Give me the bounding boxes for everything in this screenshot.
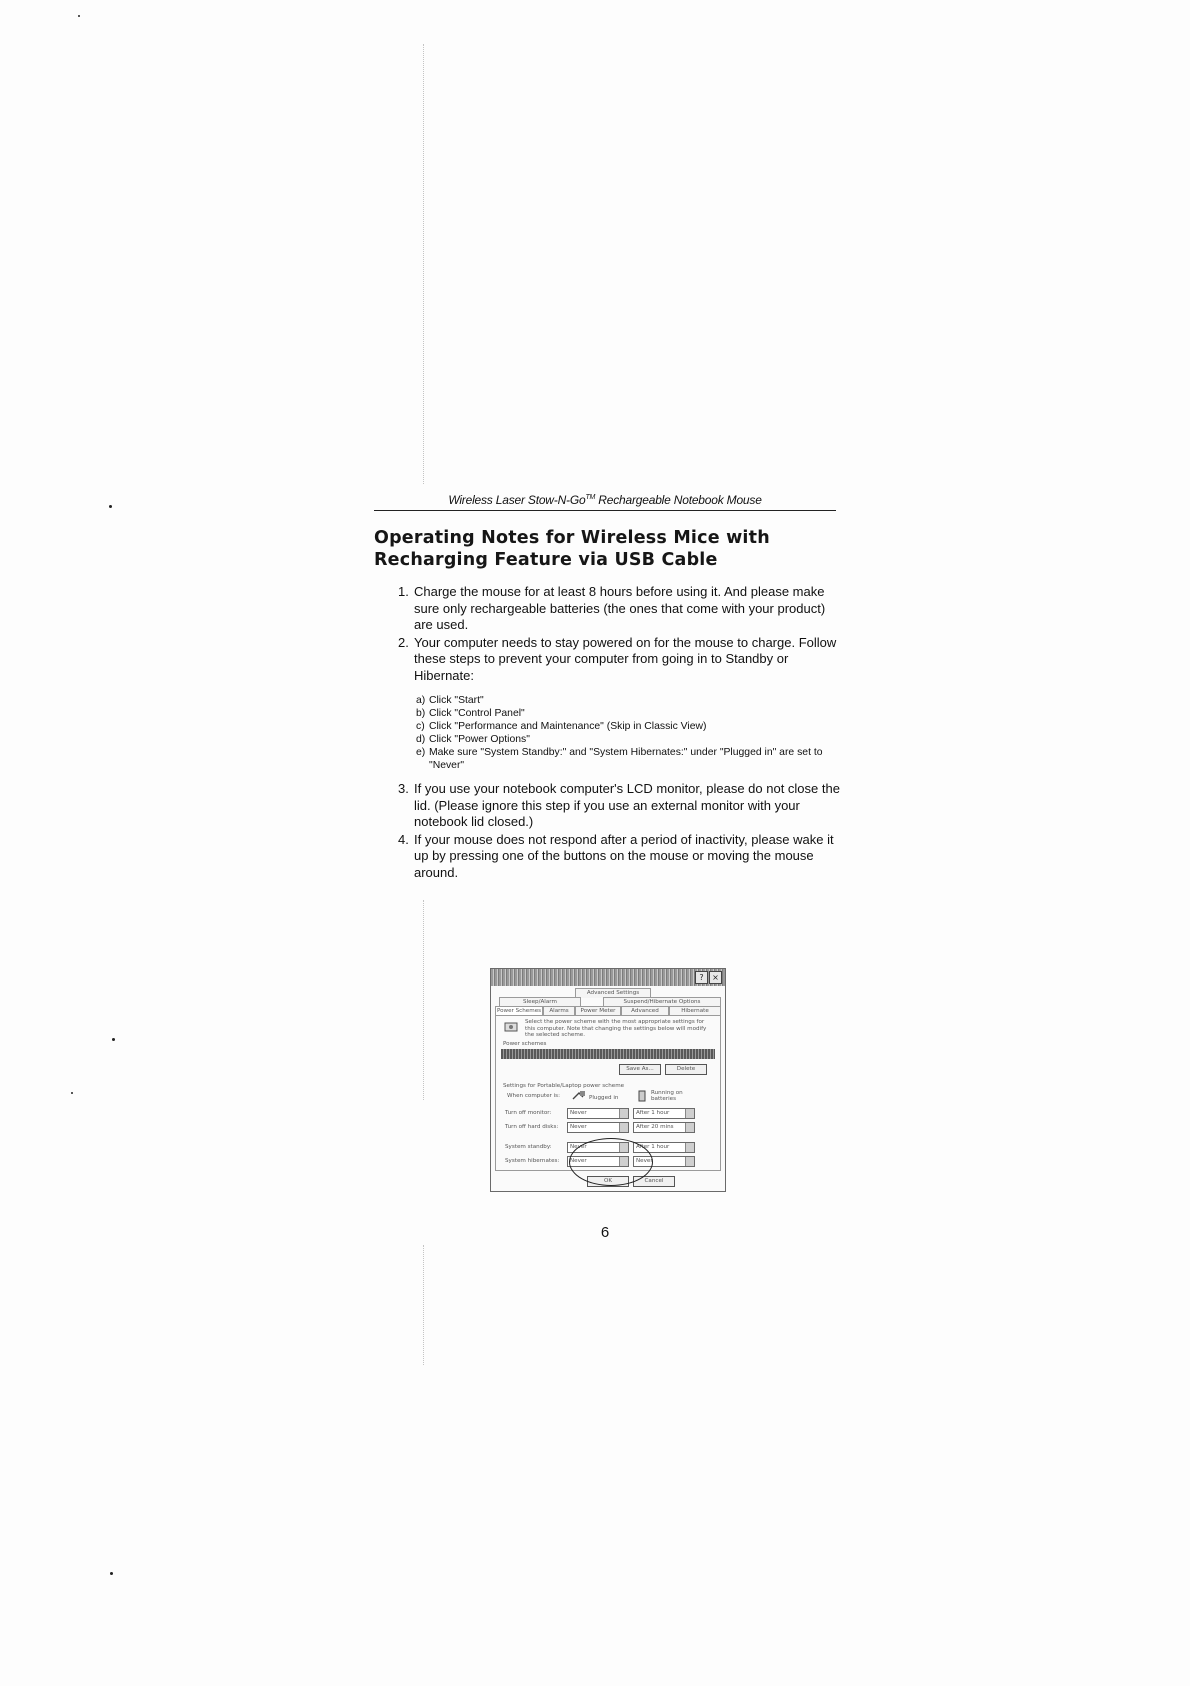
section-title: Operating Notes for Wireless Mice with Recharging Feature via USB Cable [374, 528, 770, 570]
select-value: After 1 hour [636, 1144, 670, 1150]
scan-fold-line [423, 44, 424, 484]
settings-caption: Settings for Portable/Laptop power scheme [503, 1083, 625, 1089]
help-button-icon: ? [695, 971, 708, 984]
tab-label: Power Schemes [496, 1008, 542, 1014]
note-number: 3. [398, 781, 409, 796]
step-item [416, 694, 846, 707]
turn-off-hard-disks-plugged-select [567, 1122, 629, 1133]
step-text: Click "Control Panel" [429, 708, 525, 719]
scan-speck [109, 505, 112, 508]
step-item [416, 720, 846, 733]
notes-list [398, 584, 846, 882]
when-computer-is-label: When computer is: [507, 1093, 560, 1099]
note-text: If your mouse does not respond after a period of inactivity, please wake it up by pressing one of the buttons on the mouse or moving the mouse around. [414, 831, 834, 880]
step-letter: d) [416, 734, 426, 745]
turn-off-monitor-label: Turn off monitor: [505, 1110, 552, 1116]
select-value: Never [636, 1158, 653, 1164]
step-text: Click "Start" [429, 695, 484, 706]
system-hibernates-label: System hibernates: [505, 1158, 560, 1164]
power-schemes-select [501, 1049, 715, 1059]
note-number: 4. [398, 831, 409, 847]
scan-fold-line [423, 900, 424, 1100]
select-value: Never [570, 1144, 587, 1150]
step-item [416, 707, 846, 720]
note-number: 1. [398, 584, 409, 599]
step-letter: e) [416, 747, 426, 758]
delete-label: Delete [676, 1066, 696, 1072]
step-item [416, 746, 846, 772]
save-as-label: Save As... [626, 1066, 654, 1072]
power-schemes-label: Power schemes [503, 1041, 547, 1047]
scan-speck [110, 1572, 113, 1575]
turn-off-monitor-battery-select [633, 1108, 695, 1119]
step-text: Click "Performance and Maintenance" (Skip in Classic View) [429, 721, 707, 732]
scan-speck [78, 15, 80, 17]
step-item [416, 733, 846, 746]
note-text: Your computer needs to stay powered on for the mouse to charge. Follow these steps to prevent your computer from going in to Standby or Hibernate: [414, 634, 837, 683]
scan-fold-line [423, 1245, 424, 1365]
select-value: After 20 mins [636, 1124, 674, 1130]
trademark-mark: TM [585, 494, 596, 501]
turn-off-monitor-plugged-select [567, 1108, 629, 1119]
note-item [398, 635, 846, 685]
close-icon: × [709, 971, 722, 984]
power-scheme-icon [503, 1019, 521, 1035]
step-letter: c) [416, 721, 425, 732]
tab-label: Alarms [549, 1008, 569, 1014]
running-on-batteries-label: Running on batteries [651, 1090, 683, 1102]
select-value: Never [570, 1124, 587, 1130]
note-item [398, 781, 846, 831]
highlight-circle [569, 1138, 653, 1186]
plug-icon [571, 1089, 587, 1103]
select-value: Never [570, 1110, 587, 1116]
select-value: Never [570, 1158, 587, 1164]
step-letter: b) [416, 708, 426, 719]
select-value: After 1 hour [636, 1110, 670, 1116]
battery-icon [637, 1089, 647, 1103]
step-text: Make sure "System Standby:" and "System Hibernates:" under "Plugged in" are set to "Never" [429, 747, 823, 771]
turn-off-hard-disks-battery-select [633, 1122, 695, 1133]
cancel-label: Cancel [644, 1178, 664, 1184]
steps-list [416, 694, 846, 772]
tab-label: Suspend/Hibernate Options [623, 999, 701, 1005]
scan-speck [71, 1092, 73, 1094]
plugged-in-label: Plugged in [589, 1095, 619, 1101]
tab-label: Advanced Settings [586, 990, 640, 996]
ok-label: OK [603, 1178, 613, 1184]
running-header [374, 493, 836, 511]
scan-speck [112, 1038, 115, 1041]
note-item [398, 832, 846, 882]
dialog-description: Select the power scheme with the most appropriate settings for this computer. Note that changing the settings below will modify the selected scheme. [525, 1019, 707, 1038]
note-text: Charge the mouse for at least 8 hours before using it. And please make sure only rechargeable batteries (the ones that come with your product) are used. [414, 584, 826, 632]
dialog-title-bar [491, 969, 725, 986]
page-number: 6 [600, 1224, 610, 1241]
tab-label: Sleep/Alarm [523, 999, 557, 1005]
turn-off-hard-disks-label: Turn off hard disks: [505, 1124, 559, 1130]
delete-button [665, 1064, 707, 1075]
system-standby-label: System standby: [505, 1144, 552, 1150]
tab-label: Power Meter [580, 1008, 616, 1014]
running-header-product: Wireless Laser Stow-N-Go [448, 493, 586, 507]
step-text: Click "Power Options" [429, 734, 530, 745]
tab-label: Hibernate [681, 1008, 709, 1014]
running-header-suffix: Rechargeable Notebook Mouse [595, 493, 762, 507]
step-letter: a) [416, 695, 426, 706]
tab-label: Advanced [631, 1008, 659, 1014]
note-number: 2. [398, 634, 409, 650]
save-as-button [619, 1064, 661, 1075]
note-item [398, 584, 846, 634]
note-text: If you use your notebook computer's LCD monitor, please do not close the lid. (Please ignore this step if you use an external monitor with your notebook lid closed.) [414, 781, 840, 829]
